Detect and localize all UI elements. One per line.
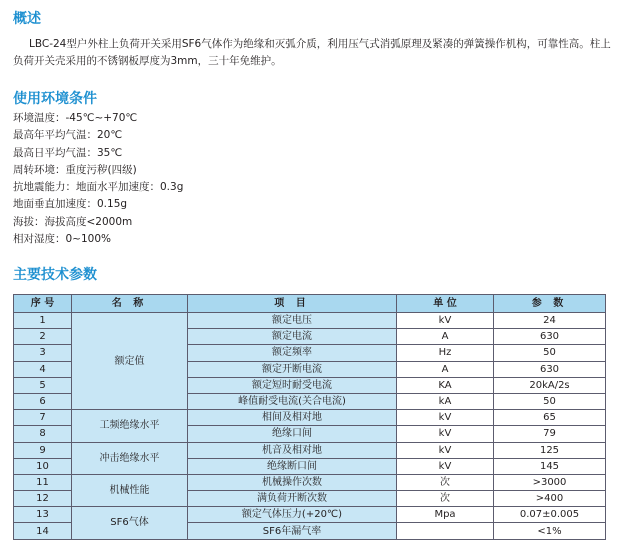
environment-heading: 使用环境条件 [13,91,97,107]
cell-no: 14 [14,523,72,539]
cell-unit [397,523,494,539]
env-item: 最高年平均气温：20℃ [13,129,123,142]
cell-item: 额定电流 [188,329,397,345]
group-impulse: 冲击绝缘水平 [72,442,188,474]
cell-item: 额定气体压力(+20℃) [188,507,397,523]
cell-value: 630 [494,361,606,377]
cell-unit: 次 [397,474,494,490]
env-item: 地面垂直加速度：0.15g [13,198,128,211]
cell-no: 4 [14,361,72,377]
overview-text: LBC-24型户外柱上负荷开关采用SF6气体作为绝缘和灭弧介质，利用压气式消弧原理及紧凑的弹簧操作机构，可靠性高。柱上负荷开关壳采用的不锈钢板厚度为3mm，三十年免维护。 [13,38,611,67]
table-row [14,410,606,426]
cell-value: 630 [494,329,606,345]
cell-value: 24 [494,313,606,329]
cell-item: 额定短时耐受电流 [188,377,397,393]
cell-item: 相间及相对地 [188,410,397,426]
cell-item: 额定频率 [188,345,397,361]
group-rated: 额定值 [72,313,188,410]
cell-unit: A [397,361,494,377]
cell-item: 绝缘断口间 [188,458,397,474]
cell-item: 额定开断电流 [188,361,397,377]
group-sf6: SF6气体 [72,507,188,539]
cell-no: 2 [14,329,72,345]
table-row [14,313,606,329]
cell-value: 79 [494,426,606,442]
cell-unit: kA [397,393,494,409]
cell-unit: 次 [397,491,494,507]
cell-item: 峰值耐受电流(关合电流) [188,393,397,409]
env-item: 环境温度：-45℃~+70℃ [13,112,138,124]
env-item: 周转环境：重度污秽(四级) [13,163,137,176]
cell-item: SF6年漏气率 [188,523,397,539]
cell-no: 13 [14,507,72,523]
cell-value: 50 [494,345,606,361]
env-item: 抗地震能力：地面水平加速度：0.3g [13,181,184,194]
cell-value: 145 [494,458,606,474]
cell-item: 满负荷开断次数 [188,491,397,507]
table-header-row [14,295,606,313]
cell-unit: kV [397,426,494,442]
cell-value: 125 [494,442,606,458]
overview-heading: 概述 [13,11,41,27]
cell-value: 65 [494,410,606,426]
cell-value: 20kA/2s [494,377,606,393]
header-no: 序 号 [14,295,72,313]
table-row [14,507,606,523]
params-table [13,294,606,540]
env-item: 海拔：海拔高度<2000m [13,215,133,228]
cell-no: 10 [14,458,72,474]
cell-no: 12 [14,491,72,507]
cell-no: 9 [14,442,72,458]
cell-item: 绝缘口间 [188,426,397,442]
cell-no: 8 [14,426,72,442]
cell-value: >400 [494,491,606,507]
params-table-wrapper [13,294,605,540]
cell-value: 0.07±0.005 [494,507,606,523]
cell-value: <1% [494,523,606,539]
cell-value: >3000 [494,474,606,490]
params-heading: 主要技术参数 [13,267,97,283]
cell-item: 额定电压 [188,313,397,329]
cell-unit: kV [397,442,494,458]
cell-unit: Mpa [397,507,494,523]
header-unit: 单 位 [397,295,494,313]
group-mechanical: 机械性能 [72,474,188,506]
cell-unit: kV [397,410,494,426]
environment-list [13,110,183,248]
env-item: 最高日平均气温：35℃ [13,146,123,159]
cell-item: 机械操作次数 [188,474,397,490]
table-row [14,442,606,458]
cell-unit: A [397,329,494,345]
cell-unit: kV [397,313,494,329]
cell-unit: Hz [397,345,494,361]
cell-value: 50 [494,393,606,409]
cell-unit: KA [397,377,494,393]
cell-no: 6 [14,393,72,409]
header-item: 项 目 [188,295,397,313]
header-name: 名 称 [72,295,188,313]
cell-no: 3 [14,345,72,361]
cell-no: 5 [14,377,72,393]
env-item: 相对湿度：0~100% [13,233,111,246]
cell-item: 机音及相对地 [188,442,397,458]
cell-no: 7 [14,410,72,426]
cell-no: 11 [14,474,72,490]
header-value: 参 数 [494,295,606,313]
table-row [14,474,606,490]
group-power-freq: 工频绝缘水平 [72,410,188,442]
cell-no: 1 [14,313,72,329]
cell-unit: kV [397,458,494,474]
